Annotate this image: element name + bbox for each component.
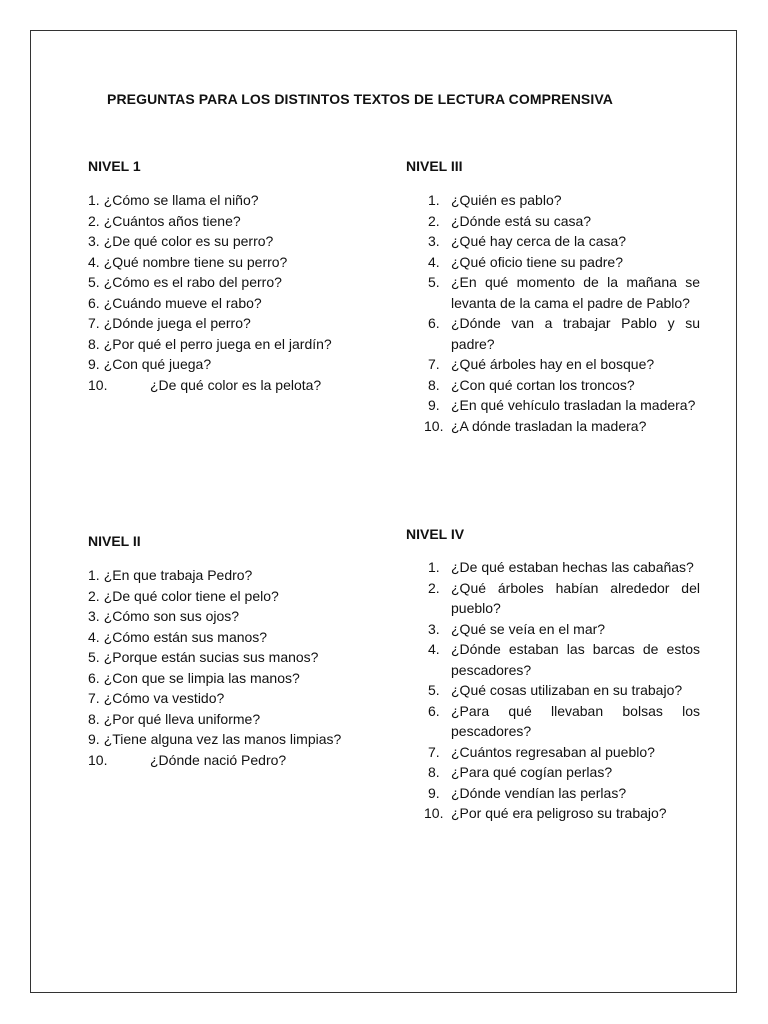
question-number: 1. (88, 192, 100, 208)
question-item (88, 709, 362, 730)
question-item (88, 313, 378, 334)
question-item (88, 668, 362, 689)
question-text: ¿Dónde está su casa? (451, 212, 592, 229)
question-text: ¿Qué nombre tiene su perro? (103, 253, 288, 270)
question-item (406, 680, 700, 701)
question-list (406, 190, 700, 436)
section-title: NIVEL III (406, 158, 463, 174)
question-item (88, 354, 378, 375)
question-number: 5. (428, 274, 440, 290)
section-title: NIVEL 1 (88, 158, 141, 174)
question-text: ¿Para qué cogían perlas? (451, 764, 613, 780)
question-item (88, 647, 362, 668)
question-number: 4. (428, 641, 440, 657)
question-text: ¿En que trabaja Pedro? (103, 567, 253, 583)
question-text: ¿Con que se limpia las manos? (103, 669, 300, 686)
question-number: 6. (428, 315, 440, 331)
question-item (406, 190, 700, 211)
question-number: 10. (424, 417, 444, 434)
question-number: 6. (88, 669, 100, 686)
question-number: 10. (424, 805, 444, 821)
question-item (406, 701, 700, 742)
question-item (406, 272, 700, 313)
question-text: ¿Por qué el perro juega en el jardín? (103, 335, 332, 352)
question-text: ¿Para qué llevaban bolsas los pescadores? (451, 702, 700, 739)
question-item (88, 565, 362, 586)
section-title: NIVEL IV (406, 526, 465, 542)
question-text: ¿Qué oficio tiene su padre? (451, 253, 623, 270)
question-number: 7. (88, 690, 100, 706)
question-text: ¿Cómo son sus ojos? (103, 608, 240, 624)
question-item (406, 619, 700, 640)
question-number: 2. (88, 212, 100, 229)
question-text: ¿Cómo va vestido? (103, 690, 225, 706)
question-text: ¿Cuántos regresaban al pueblo? (451, 743, 655, 760)
question-number: 9. (428, 784, 440, 801)
question-item (406, 578, 700, 619)
question-number: 10. (88, 376, 108, 393)
question-number: 4. (88, 253, 100, 270)
question-number: 2. (428, 579, 440, 596)
question-number: 8. (88, 710, 100, 727)
question-text: ¿Qué cosas utilizaban en su trabajo? (451, 682, 683, 698)
question-item (406, 803, 700, 824)
section-nivel-3 (406, 158, 700, 436)
question-text: ¿Por qué era peligroso su trabajo? (451, 805, 667, 821)
question-item (406, 416, 700, 437)
question-number: 10. (88, 751, 108, 768)
question-number: 9. (88, 356, 100, 372)
question-item (406, 783, 700, 804)
question-list (406, 557, 700, 824)
question-number: 7. (88, 315, 100, 331)
question-text: ¿Cómo se llama el niño? (103, 192, 259, 208)
question-number: 3. (88, 608, 100, 624)
question-text: ¿Cuándo mueve el rabo? (103, 294, 262, 311)
question-text: ¿De qué estaban hechas las cabañas? (451, 559, 694, 575)
question-number: 8. (428, 764, 440, 780)
question-text: ¿Dónde juega el perro? (103, 315, 251, 331)
question-text: ¿De qué color es su perro? (103, 233, 274, 249)
question-item (88, 231, 378, 252)
question-number: 1. (428, 192, 440, 208)
question-text: ¿Cuántos años tiene? (103, 212, 241, 229)
section-nivel-4 (406, 526, 700, 824)
question-text: ¿Con qué cortan los troncos? (451, 376, 635, 393)
question-number: 9. (428, 397, 440, 413)
question-text: ¿Qué hay cerca de la casa? (451, 233, 627, 249)
question-text: ¿Por qué lleva uniforme? (103, 710, 261, 727)
section-nivel-1 (88, 158, 378, 395)
question-item (88, 272, 378, 293)
question-text: ¿Dónde estaban las barcas de estos pescadores? (451, 641, 700, 678)
question-text: ¿Qué árboles hay en el bosque? (451, 356, 655, 372)
question-number: 7. (428, 356, 440, 372)
question-number: 8. (428, 376, 440, 393)
question-number: 5. (88, 274, 100, 290)
question-item (406, 742, 700, 763)
question-number: 4. (88, 628, 100, 645)
question-text: ¿Qué se veía en el mar? (451, 620, 606, 637)
question-item (406, 639, 700, 680)
question-text: ¿Dónde vendían las perlas? (451, 784, 627, 801)
question-text: ¿Quién es pablo? (451, 192, 562, 208)
question-item (88, 627, 362, 648)
question-item (88, 586, 362, 607)
question-text: ¿Tiene alguna vez las manos limpias? (103, 731, 342, 747)
question-text: ¿Cómo es el rabo del perro? (103, 274, 282, 290)
question-number: 6. (88, 294, 100, 311)
question-number: 5. (428, 682, 440, 698)
question-item (406, 313, 700, 354)
question-text: ¿Cómo están sus manos? (103, 628, 268, 645)
question-list (88, 565, 362, 770)
document-title: PREGUNTAS PARA LOS DISTINTOS TEXTOS DE LECTURA COMPRENSIVA (107, 91, 613, 107)
question-text: ¿De qué color es la pelota? (150, 376, 322, 393)
section-nivel-2 (88, 533, 362, 770)
question-number: 9. (88, 731, 100, 747)
question-number: 1. (88, 567, 100, 583)
section-title: NIVEL II (88, 533, 141, 549)
question-number: 3. (428, 233, 440, 249)
question-item (406, 231, 700, 252)
question-item (88, 293, 378, 314)
question-text: ¿Dónde nació Pedro? (150, 751, 287, 768)
question-text: ¿Con qué juega? (103, 356, 212, 372)
question-text: ¿Porque están sucias sus manos? (103, 649, 319, 665)
question-item (406, 375, 700, 396)
question-item (406, 211, 700, 232)
question-item (406, 252, 700, 273)
question-item (88, 211, 378, 232)
question-number: 3. (88, 233, 100, 249)
question-number: 2. (88, 587, 100, 604)
question-text: ¿En qué vehículo trasladan la madera? (451, 397, 696, 413)
question-text: ¿En qué momento de la mañana se levanta de la cama el padre de Pablo? (451, 274, 700, 311)
question-text: ¿Qué árboles habían alrededor del pueblo? (451, 579, 700, 616)
question-item (88, 606, 362, 627)
question-number: 4. (428, 253, 440, 270)
question-number: 2. (428, 212, 440, 229)
question-item (88, 729, 362, 750)
question-item (88, 750, 362, 771)
question-item (88, 334, 378, 355)
question-item (88, 688, 362, 709)
question-number: 3. (428, 620, 440, 637)
question-item (406, 762, 700, 783)
question-item (88, 375, 378, 396)
question-number: 7. (428, 743, 440, 760)
question-number: 8. (88, 335, 100, 352)
question-text: ¿Dónde van a trabajar Pablo y su padre? (451, 315, 700, 352)
question-item (406, 557, 700, 578)
question-number: 1. (428, 559, 440, 575)
question-item (406, 354, 700, 375)
question-text: ¿A dónde trasladan la madera? (451, 417, 647, 434)
question-number: 6. (428, 702, 440, 719)
question-text: ¿De qué color tiene el pelo? (103, 587, 279, 604)
question-item (88, 190, 378, 211)
question-item (406, 395, 700, 416)
question-item (88, 252, 378, 273)
question-number: 5. (88, 649, 100, 665)
question-list (88, 190, 378, 395)
